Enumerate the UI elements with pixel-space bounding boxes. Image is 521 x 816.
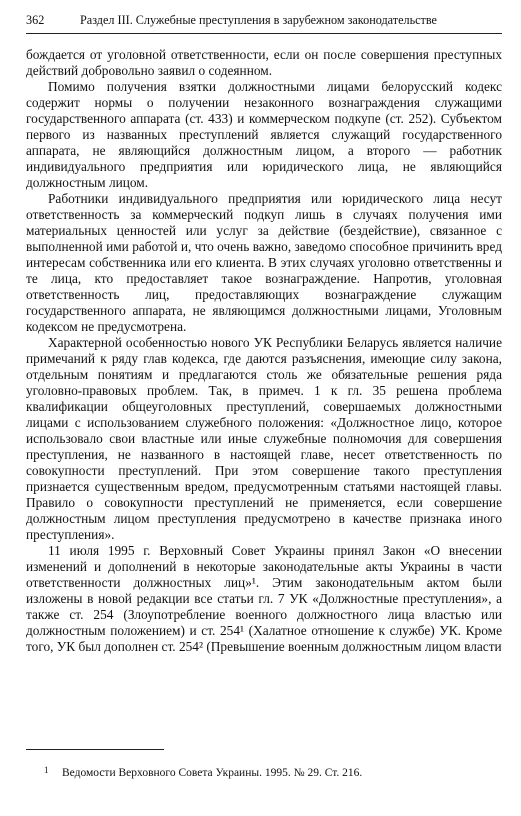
body-text [26, 47, 502, 655]
paragraph-continuation: бождается от уголовной ответственности, если он после совершения преступных действий добровольно заявил о содеянном. [26, 47, 502, 78]
header-rule [26, 33, 502, 34]
footnote-mark: 1 [44, 765, 49, 775]
footnote [44, 763, 502, 781]
page-header [26, 12, 502, 28]
footnote-text: Ведомости Верховного Совета Украины. 1995. № 29. Ст. 216. [62, 767, 363, 779]
page-number: 362 [26, 13, 45, 27]
paragraph: 11 июля 1995 г. Верховный Совет Украины принял Закон «О внесении изменений и дополнений в некоторые законодательные акты Украины в части ответственности должностных лиц»¹. Этим законодательным актом были изложены в новой редакции все статьи гл. 7 УК «Должностные преступления», а также ст. 254 (Злоупотребление военного должностного лица властью или должностным положением) и ст. 254¹ (Халатное отношение к службе) УК. Кроме того, УК был дополнен ст. 254² (Превышение военным должностным лицом власти [26, 543, 502, 654]
paragraph: Характерной особенностью нового УК Республики Беларусь является наличие примечаний к ряду глав кодекса, где даются разъяснения, имеющие силу закона, отдельным понятиям и предлагаются столь же обязательные решения ряда уголовно-правовых проблем. Так, в примеч. 1 к гл. 35 решена проблема квалификации общеуголовных преступлений, совершаемых должностными лицами с использованием служебного положения: «Должностное лицо, которое использовало свои властные или иные служебные полномочия для совершения преступления, не названного в настоящей главе, несет ответственность по совокупности преступлений. При этом совершение такого преступления признается существенным вредом, предусмотренным статьями настоящей главы. Правило о совокупности преступлений не применяется, если совершение должностным лицом преступления предусмотрено в качестве признака иного преступления». [26, 335, 502, 542]
paragraph: Помимо получения взятки должностными лицами белорусский кодекс содержит нормы о получении незаконного вознаграждения служащими государственного аппарата (ст. 433) и коммерческом подкупе (ст. 252). Субъектом первого из названных преступлений является служащий государственного аппарата, не являющийся должностным лицом, а второго — работник индивидуального предприятия или юридического лица, не являющийся должностным лицом. [26, 79, 502, 190]
footnote-rule [26, 749, 164, 750]
running-title: Раздел III. Служебные преступления в зарубежном законодательстве [80, 13, 437, 27]
paragraph: Работники индивидуального предприятия или юридического лица несут ответственность за коммерческий подкуп лишь в случаях получения ими материальных ценностей или услуг за действие (бездействие), связанное с выполненной ими работой и, что очень важно, заведомо способное причинить вред интересам собственника или его клиента. В этих случаях уголовно ответственны и те лица, кто предоставляет такое вознаграждение. Напротив, уголовная ответственность лиц, предоставляющих вознаграждение служащим государственного аппарата, не являющимся должностными лицами, Уголовным кодексом не предусмотрена. [26, 191, 502, 334]
